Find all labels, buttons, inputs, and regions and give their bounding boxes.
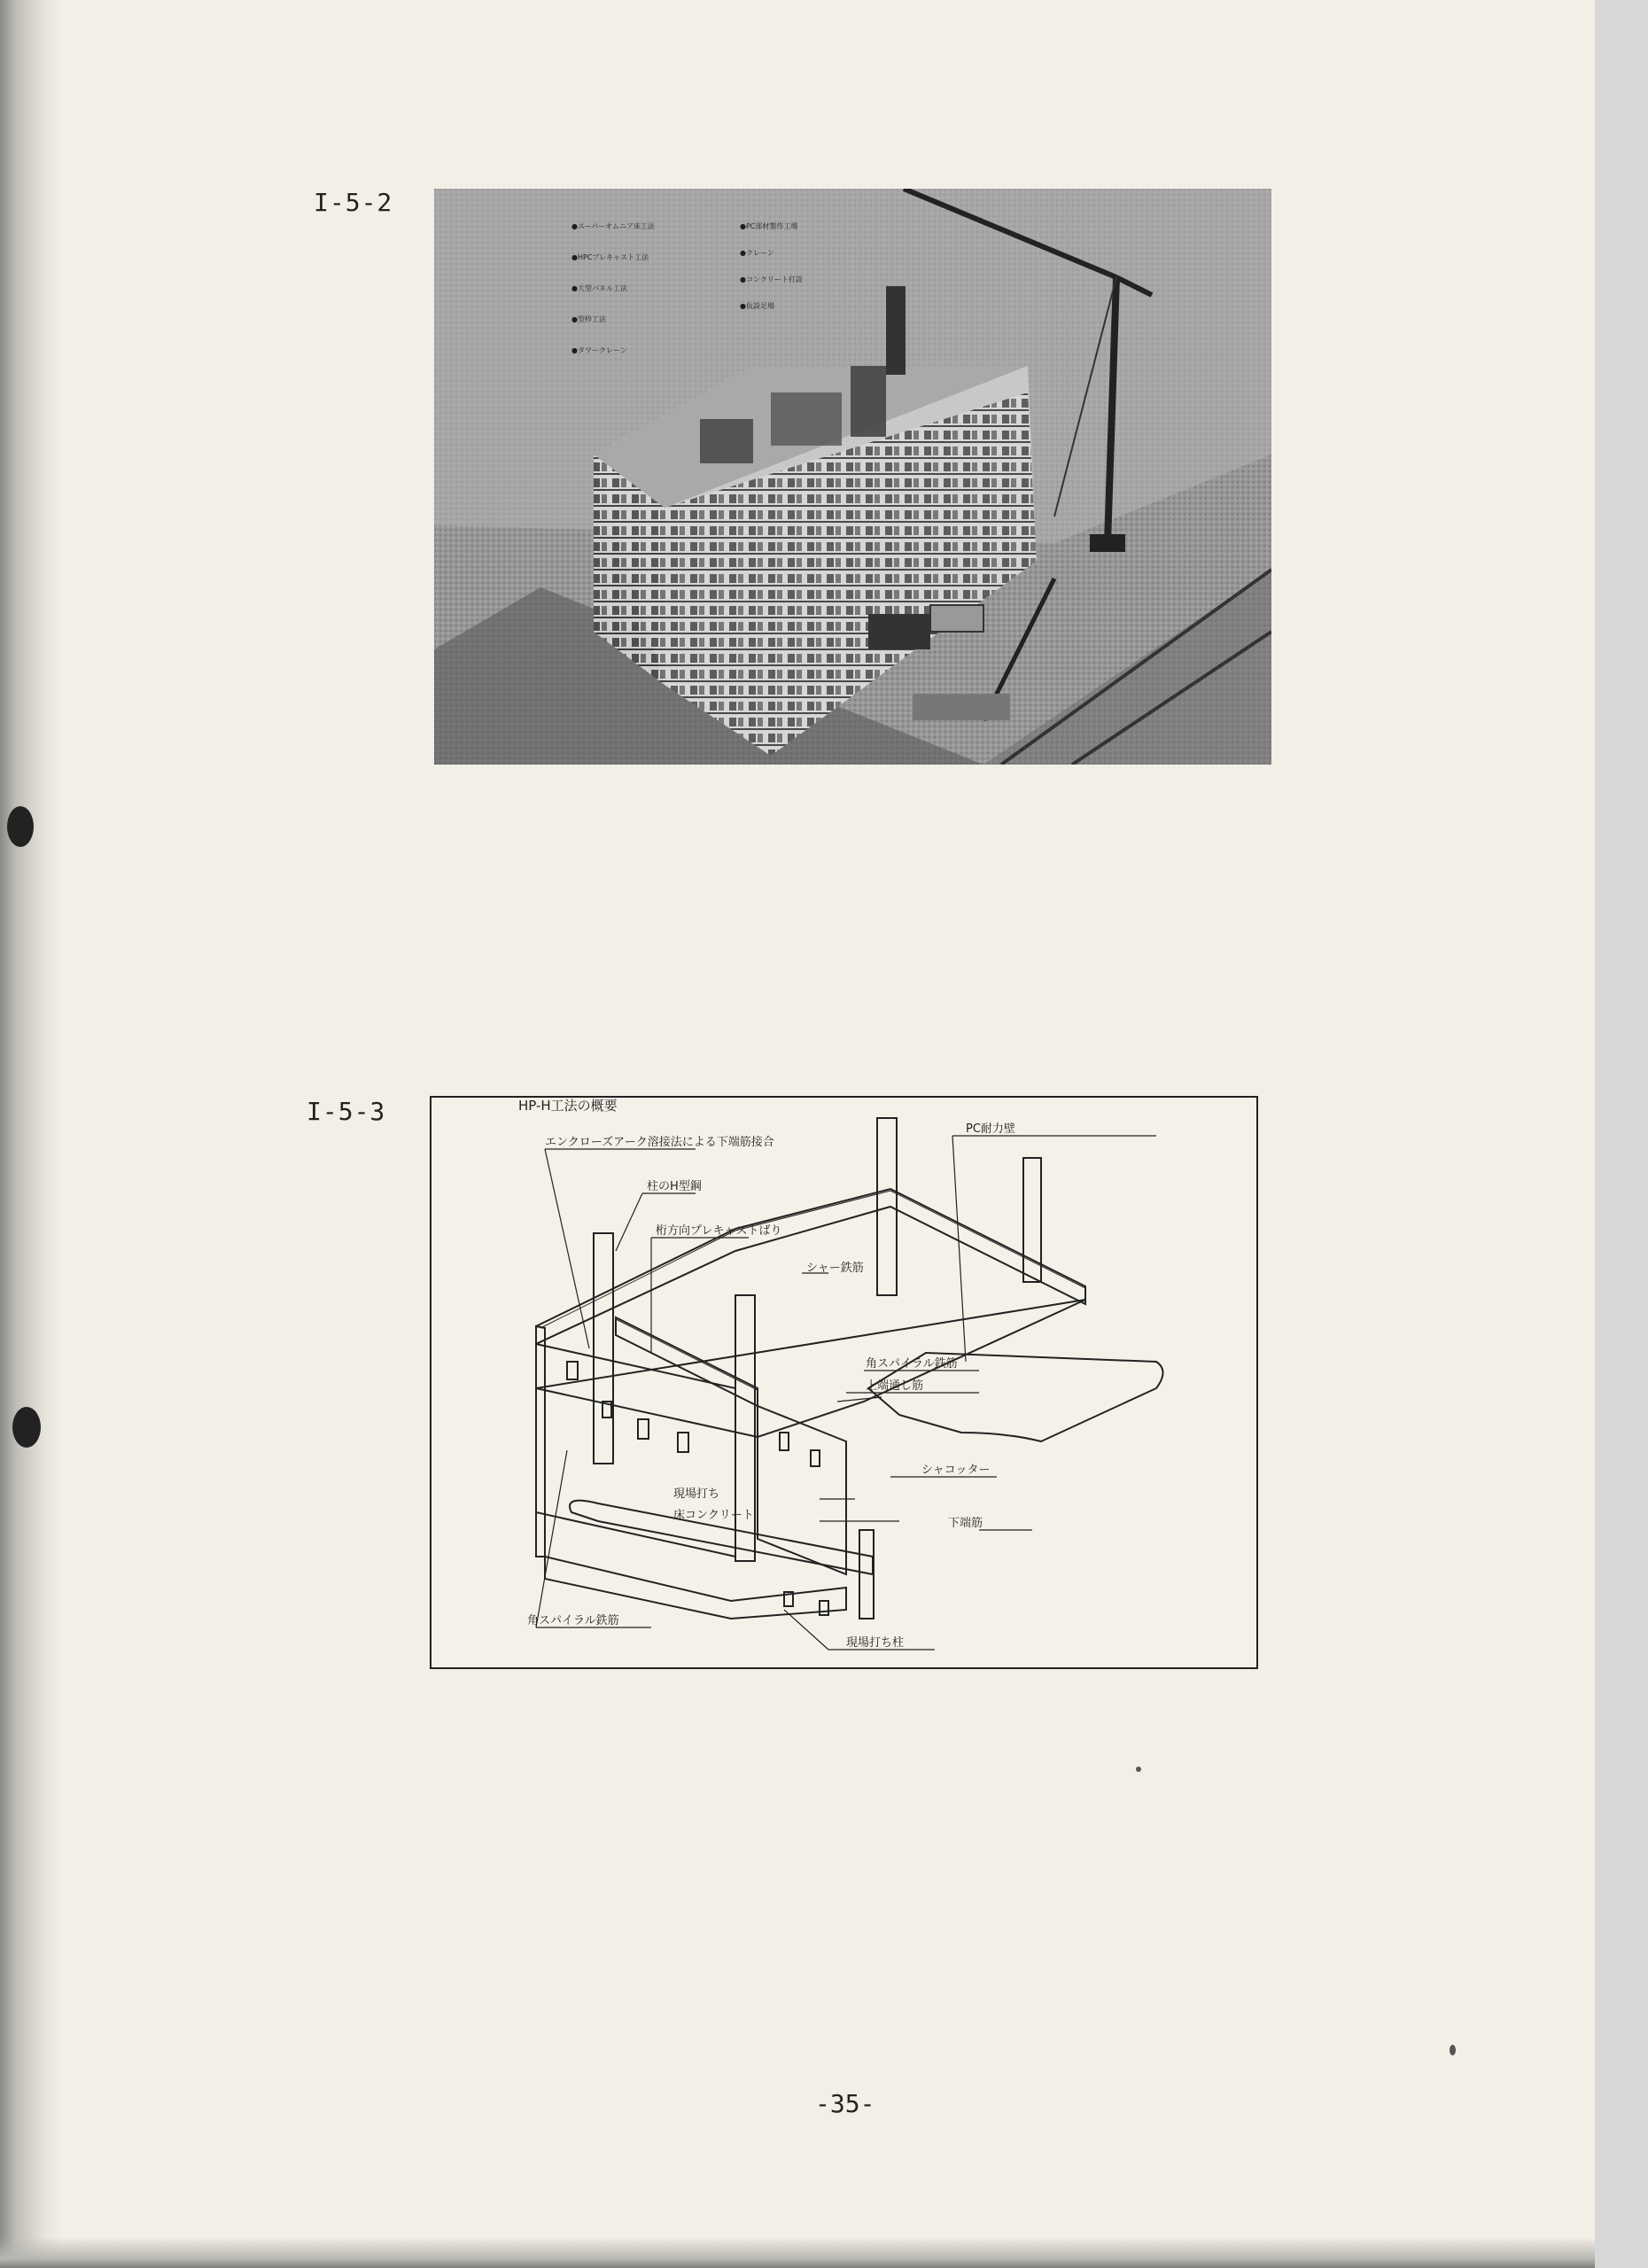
photo-legend-right-item: ●仮設足場 — [740, 302, 774, 310]
page-number: -35- — [815, 2089, 875, 2118]
callout-floor-concrete: 床コンクリート — [673, 1509, 754, 1522]
photo-legend-right-item: ●コンクリート打設 — [740, 276, 803, 284]
callout-shear-rebar: シャー鉄筋 — [806, 1262, 864, 1275]
diagram-title: HP-H工法の概要 — [518, 1098, 618, 1114]
callout-site-cast-column: 現場打ち柱 — [846, 1636, 905, 1650]
callout-girder-precast-beam: 桁方向プレキャストばり — [656, 1224, 782, 1238]
photo-legend-left-item: ●型枠工法 — [571, 315, 606, 323]
figure-label-i-5-3: I-5-3 — [307, 1097, 386, 1126]
binding-hole-top — [7, 806, 34, 847]
photo-legend-left-item: ●HPCプレキャスト工法 — [571, 253, 649, 261]
callout-enclosed-arc-welding: エンクローズアーク溶接法による下端筋接合 — [545, 1136, 774, 1149]
structure-diagram — [430, 1096, 1258, 1669]
photo-legend-left-item: ●タワークレーン — [571, 346, 627, 354]
callout-site-cast-label: 現場打ち — [673, 1487, 720, 1501]
callout-top-through-rebar: 上端通し筋 — [866, 1379, 924, 1393]
callout-square-spiral-rebar-top: 角スパイラル鉄筋 — [866, 1357, 958, 1371]
figure-label-i-5-2: I-5-2 — [314, 188, 393, 217]
scan-speck — [1450, 2045, 1456, 2055]
photo-legend-right-item: ●PC部材製作工場 — [740, 222, 798, 230]
callout-square-spiral-rebar-bottom: 角スパイラル鉄筋 — [527, 1614, 619, 1627]
photo-legend-right-item: ●クレーン — [740, 249, 774, 257]
callout-column-h-steel: 柱のH型鋼 — [647, 1180, 702, 1193]
callout-shear-cotter: シャコッター — [921, 1464, 991, 1477]
photo-legend-left-item: ●大型パネル工法 — [571, 284, 627, 292]
page-binding-shadow — [0, 0, 62, 2268]
callout-pc-shear-wall: PC耐力壁 — [966, 1122, 1015, 1136]
scanner-background — [1595, 0, 1648, 2268]
page-bottom-shadow — [0, 2237, 1595, 2268]
callout-bottom-rebar: 下端筋 — [948, 1517, 983, 1530]
photo-legend-left-item: ●スーパーオムニア床工法 — [571, 222, 656, 230]
construction-model-photo — [434, 189, 1271, 765]
binding-hole-bottom — [12, 1407, 41, 1448]
scan-speck — [1136, 1767, 1141, 1772]
